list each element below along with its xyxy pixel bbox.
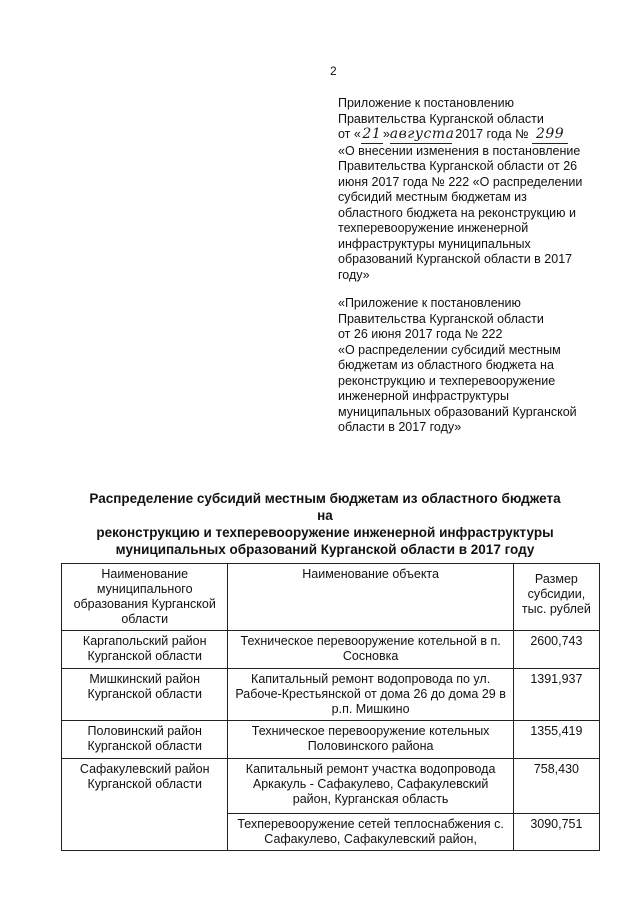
cell-object: Техническое перевооружение котельных Половинского района: [228, 721, 513, 759]
appendix-line: «Приложение к постановлению: [338, 296, 521, 310]
appendix-line: инженерной инфраструктуры: [338, 389, 509, 403]
date-day-handwritten: 21: [362, 126, 382, 142]
header-amount: Размер субсидии, тыс. рублей: [513, 564, 599, 631]
cell-municipality: Мишкинский район Курганской области: [62, 669, 228, 721]
cell-object: Капитальный ремонт участка водопровода Аркакуль - Сафакулево, Сафакулевский район, Курганская область: [228, 759, 513, 814]
appendix-line: июня 2017 года № 222 «О распределении: [338, 174, 583, 189]
title-line: реконструкцию и техперевооружение инженерной инфраструктуры: [96, 525, 554, 540]
appendix-line: «О внесении изменения в постановление: [338, 143, 581, 158]
appendix-line: областного бюджета на реконструкцию и: [338, 205, 576, 220]
cell-amount: 758,430: [513, 759, 599, 814]
appendix-line: Правительства Курганской области: [338, 311, 544, 326]
appendix-line: Правительства Курганской области от 26: [338, 159, 578, 173]
appendix-line: образований Курганской области в 2017: [338, 252, 573, 266]
subsidies-table: [61, 563, 600, 851]
appendix-line: Приложение к постановлению: [338, 96, 514, 110]
original-appendix-header: [338, 296, 600, 436]
page-number: 2: [330, 64, 337, 78]
table-row: [62, 669, 600, 721]
cell-object: Техническое перевооружение котельной в п. Сосновка: [228, 631, 513, 669]
cell-amount: 2600,743: [513, 631, 599, 669]
appendix-header: [338, 96, 600, 283]
appendix-date-line: [338, 127, 600, 144]
appendix-line: году»: [338, 267, 370, 282]
header-municipality: Наименование муниципального образования Курганской области: [62, 564, 228, 631]
table-row: [62, 631, 600, 669]
date-year: 2017 года №: [451, 127, 533, 141]
title-line: Распределение субсидий местным бюджетам из областного бюджета на: [89, 491, 561, 523]
cell-amount: 3090,751: [513, 814, 599, 851]
appendix-line: техперевооружение инженерной: [338, 221, 529, 235]
date-number-handwritten: 299: [532, 127, 568, 144]
date-month-handwritten: августа: [389, 126, 455, 142]
date-prefix: от «: [338, 127, 361, 141]
cell-municipality: Сафакулевский район Курганской области: [62, 759, 228, 814]
cell-amount: 1391,937: [513, 669, 599, 721]
date-mid: »: [382, 127, 390, 141]
title-line: муниципальных образований Курганской области в 2017 году: [115, 542, 535, 557]
appendix-line: субсидий местным бюджетам из: [338, 190, 527, 204]
appendix-line: инфраструктуры муниципальных: [338, 236, 531, 251]
table-header-row: [62, 564, 600, 631]
table-row: [62, 759, 600, 814]
cell-municipality: Половинский район Курганской области: [62, 721, 228, 759]
appendix-line: муниципальных образований Курганской: [338, 404, 577, 419]
appendix-line: области в 2017 году»: [338, 420, 462, 434]
cell-municipality: [62, 814, 228, 851]
table-row: [62, 721, 600, 759]
appendix-line: Правительства Курганской области: [338, 111, 544, 126]
appendix-line: «О распределении субсидий местным: [338, 342, 561, 357]
appendix-line: бюджетам из областного бюджета на: [338, 358, 554, 372]
cell-amount: 1355,419: [513, 721, 599, 759]
cell-municipality: Каргапольский район Курганской области: [62, 631, 228, 669]
header-object: Наименование объекта: [228, 564, 513, 631]
appendix-line: от 26 июня 2017 года № 222: [338, 327, 503, 341]
table-row: [62, 814, 600, 851]
cell-object: Техперевооружение сетей теплоснабжения с. Сафакулево, Сафакулевский район,: [228, 814, 513, 851]
document-title: [85, 490, 565, 558]
appendix-line: реконструкцию и техперевооружение: [338, 373, 556, 388]
cell-object: Капитальный ремонт водопровода по ул. Рабоче-Крестьянской от дома 26 до дома 29 в р.п. Мишкино: [228, 669, 513, 721]
